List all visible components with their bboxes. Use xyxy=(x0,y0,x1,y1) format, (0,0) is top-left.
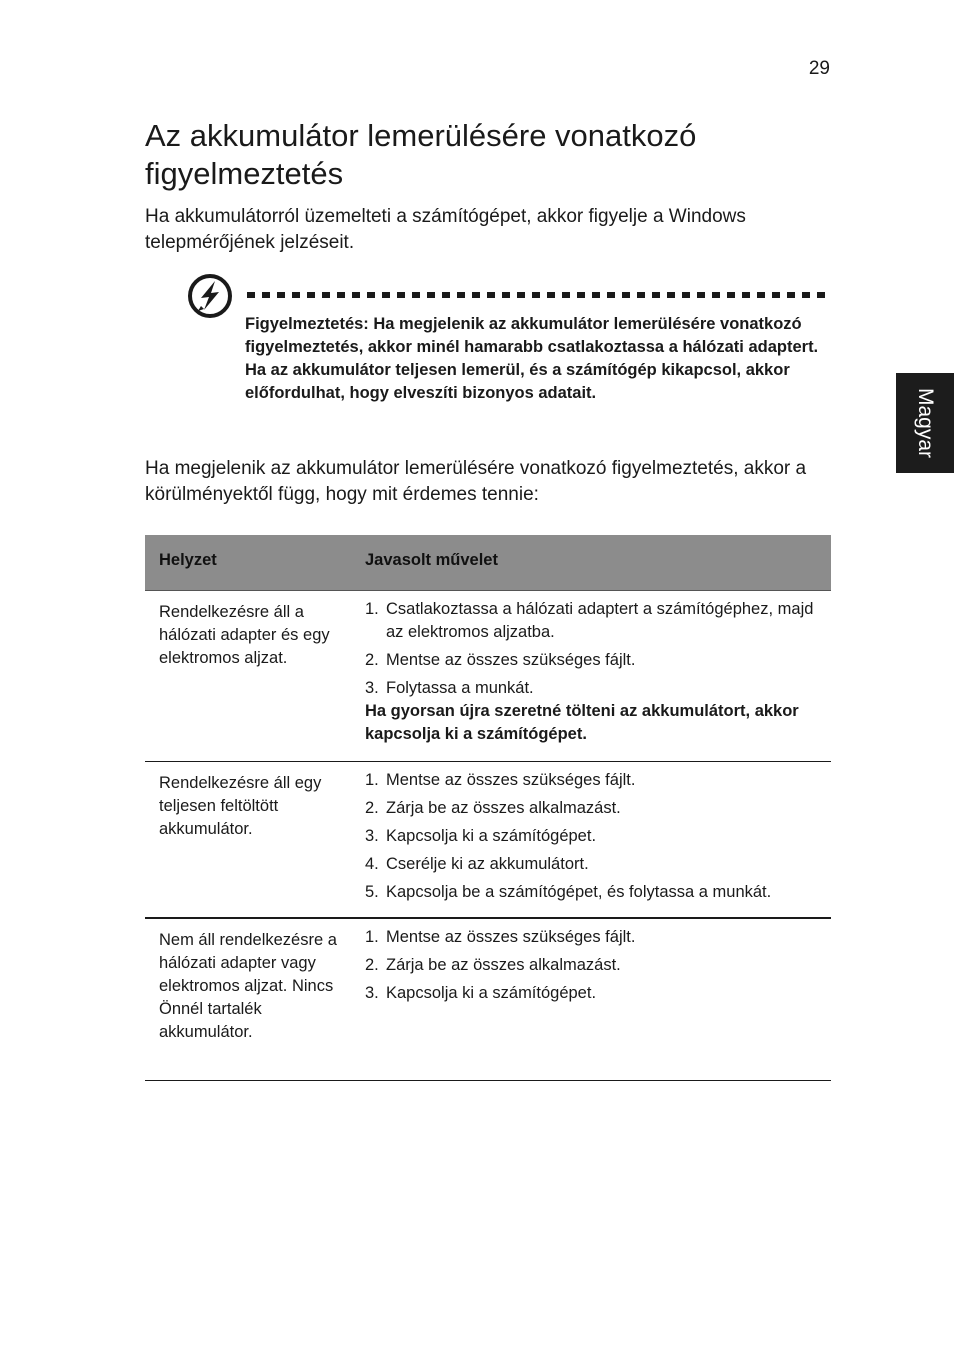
header-situation: Helyzet xyxy=(159,551,217,569)
step-text: Kapcsolja ki a számítógépet. xyxy=(386,984,597,1002)
step-number: 1. xyxy=(365,771,379,789)
bold-note: Ha gyorsan újra szeretné tölteni az akkumulátort, akkor kapcsolja ki a számítógépet. xyxy=(365,702,799,743)
step-number: 3. xyxy=(365,827,379,845)
step-text: Zárja be az összes alkalmazást. xyxy=(386,956,621,974)
step-text: Folytassa a munkát. xyxy=(386,679,534,697)
list-item xyxy=(365,954,827,977)
list-item xyxy=(365,598,827,644)
step-number: 4. xyxy=(365,855,379,873)
step-text: Mentse az összes szükséges fájlt. xyxy=(386,771,636,789)
page-title: Az akkumulátor lemerülésére vonatkozó figyelmeztetés xyxy=(145,118,697,191)
list-item xyxy=(365,825,827,848)
list-item xyxy=(365,649,827,672)
page-number: 29 xyxy=(808,58,830,79)
list-item xyxy=(365,677,827,700)
lightning-warning-icon xyxy=(187,273,233,319)
situation-cell: Rendelkezésre áll egy teljesen feltöltött akkumulátor. xyxy=(159,774,322,838)
situation-cell: Nem áll rendelkezésre a hálózati adapter vagy elektromos aljzat. Nincs Önnél tartalék akkumulátor. xyxy=(159,931,337,1041)
step-number: 5. xyxy=(365,883,379,901)
table-row xyxy=(145,591,831,762)
step-text: Csatlakoztassa a hálózati adaptert a számítógéphez, majd az elektromos aljzatba. xyxy=(386,600,814,641)
list-item xyxy=(365,853,827,876)
step-number: 1. xyxy=(365,928,379,946)
list-item xyxy=(365,926,827,949)
step-text: Mentse az összes szükséges fájlt. xyxy=(386,651,636,669)
step-text: Cserélje ki az akkumulátort. xyxy=(386,855,589,873)
table-row xyxy=(145,919,831,1081)
situation-cell: Rendelkezésre áll a hálózati adapter és egy elektromos aljzat. xyxy=(159,603,330,667)
list-item xyxy=(365,769,827,792)
step-text: Kapcsolja be a számítógépet, és folytassa a munkát. xyxy=(386,883,772,901)
step-text: Mentse az összes szükséges fájlt. xyxy=(386,928,636,946)
header-action: Javasolt művelet xyxy=(365,551,498,569)
list-item xyxy=(365,797,827,820)
step-number: 3. xyxy=(365,984,379,1002)
table-row xyxy=(145,762,831,919)
warning-text: Figyelmeztetés: Ha megjelenik az akkumulátor lemerülésére vonatkozó figyelmeztetés, akkor minél hamarabb csatlakoztassa a hálózati adaptert. Ha az akkumulátor teljesen lemerül, és a számítógép kikapcsol, akkor előfordulhat, hogy elveszíti bizonyos adatait. xyxy=(245,315,819,402)
language-side-tab xyxy=(896,373,954,473)
actions-cell xyxy=(365,926,827,1010)
battery-action-table xyxy=(145,535,831,1081)
dotted-separator xyxy=(247,292,830,298)
step-text: Kapcsolja ki a számítógépet. xyxy=(386,827,597,845)
step-number: 3. xyxy=(365,679,379,697)
step-number: 2. xyxy=(365,651,379,669)
situation-paragraph: Ha megjelenik az akkumulátor lemerülésére vonatkozó figyelmeztetés, akkor a körülményektől függ, hogy mit érdemes tennie: xyxy=(145,458,807,505)
actions-cell xyxy=(365,598,827,746)
table-header xyxy=(145,535,831,591)
step-number: 1. xyxy=(365,600,379,618)
step-number: 2. xyxy=(365,799,379,817)
intro-paragraph: Ha akkumulátorról üzemelteti a számítógépet, akkor figyelje a Windows telepmérőjének jelzéseit. xyxy=(145,206,746,253)
list-item xyxy=(365,881,827,904)
step-number: 2. xyxy=(365,956,379,974)
step-text: Zárja be az összes alkalmazást. xyxy=(386,799,621,817)
actions-cell xyxy=(365,769,827,909)
side-tab-label: Magyar xyxy=(914,387,937,459)
list-item xyxy=(365,982,827,1005)
